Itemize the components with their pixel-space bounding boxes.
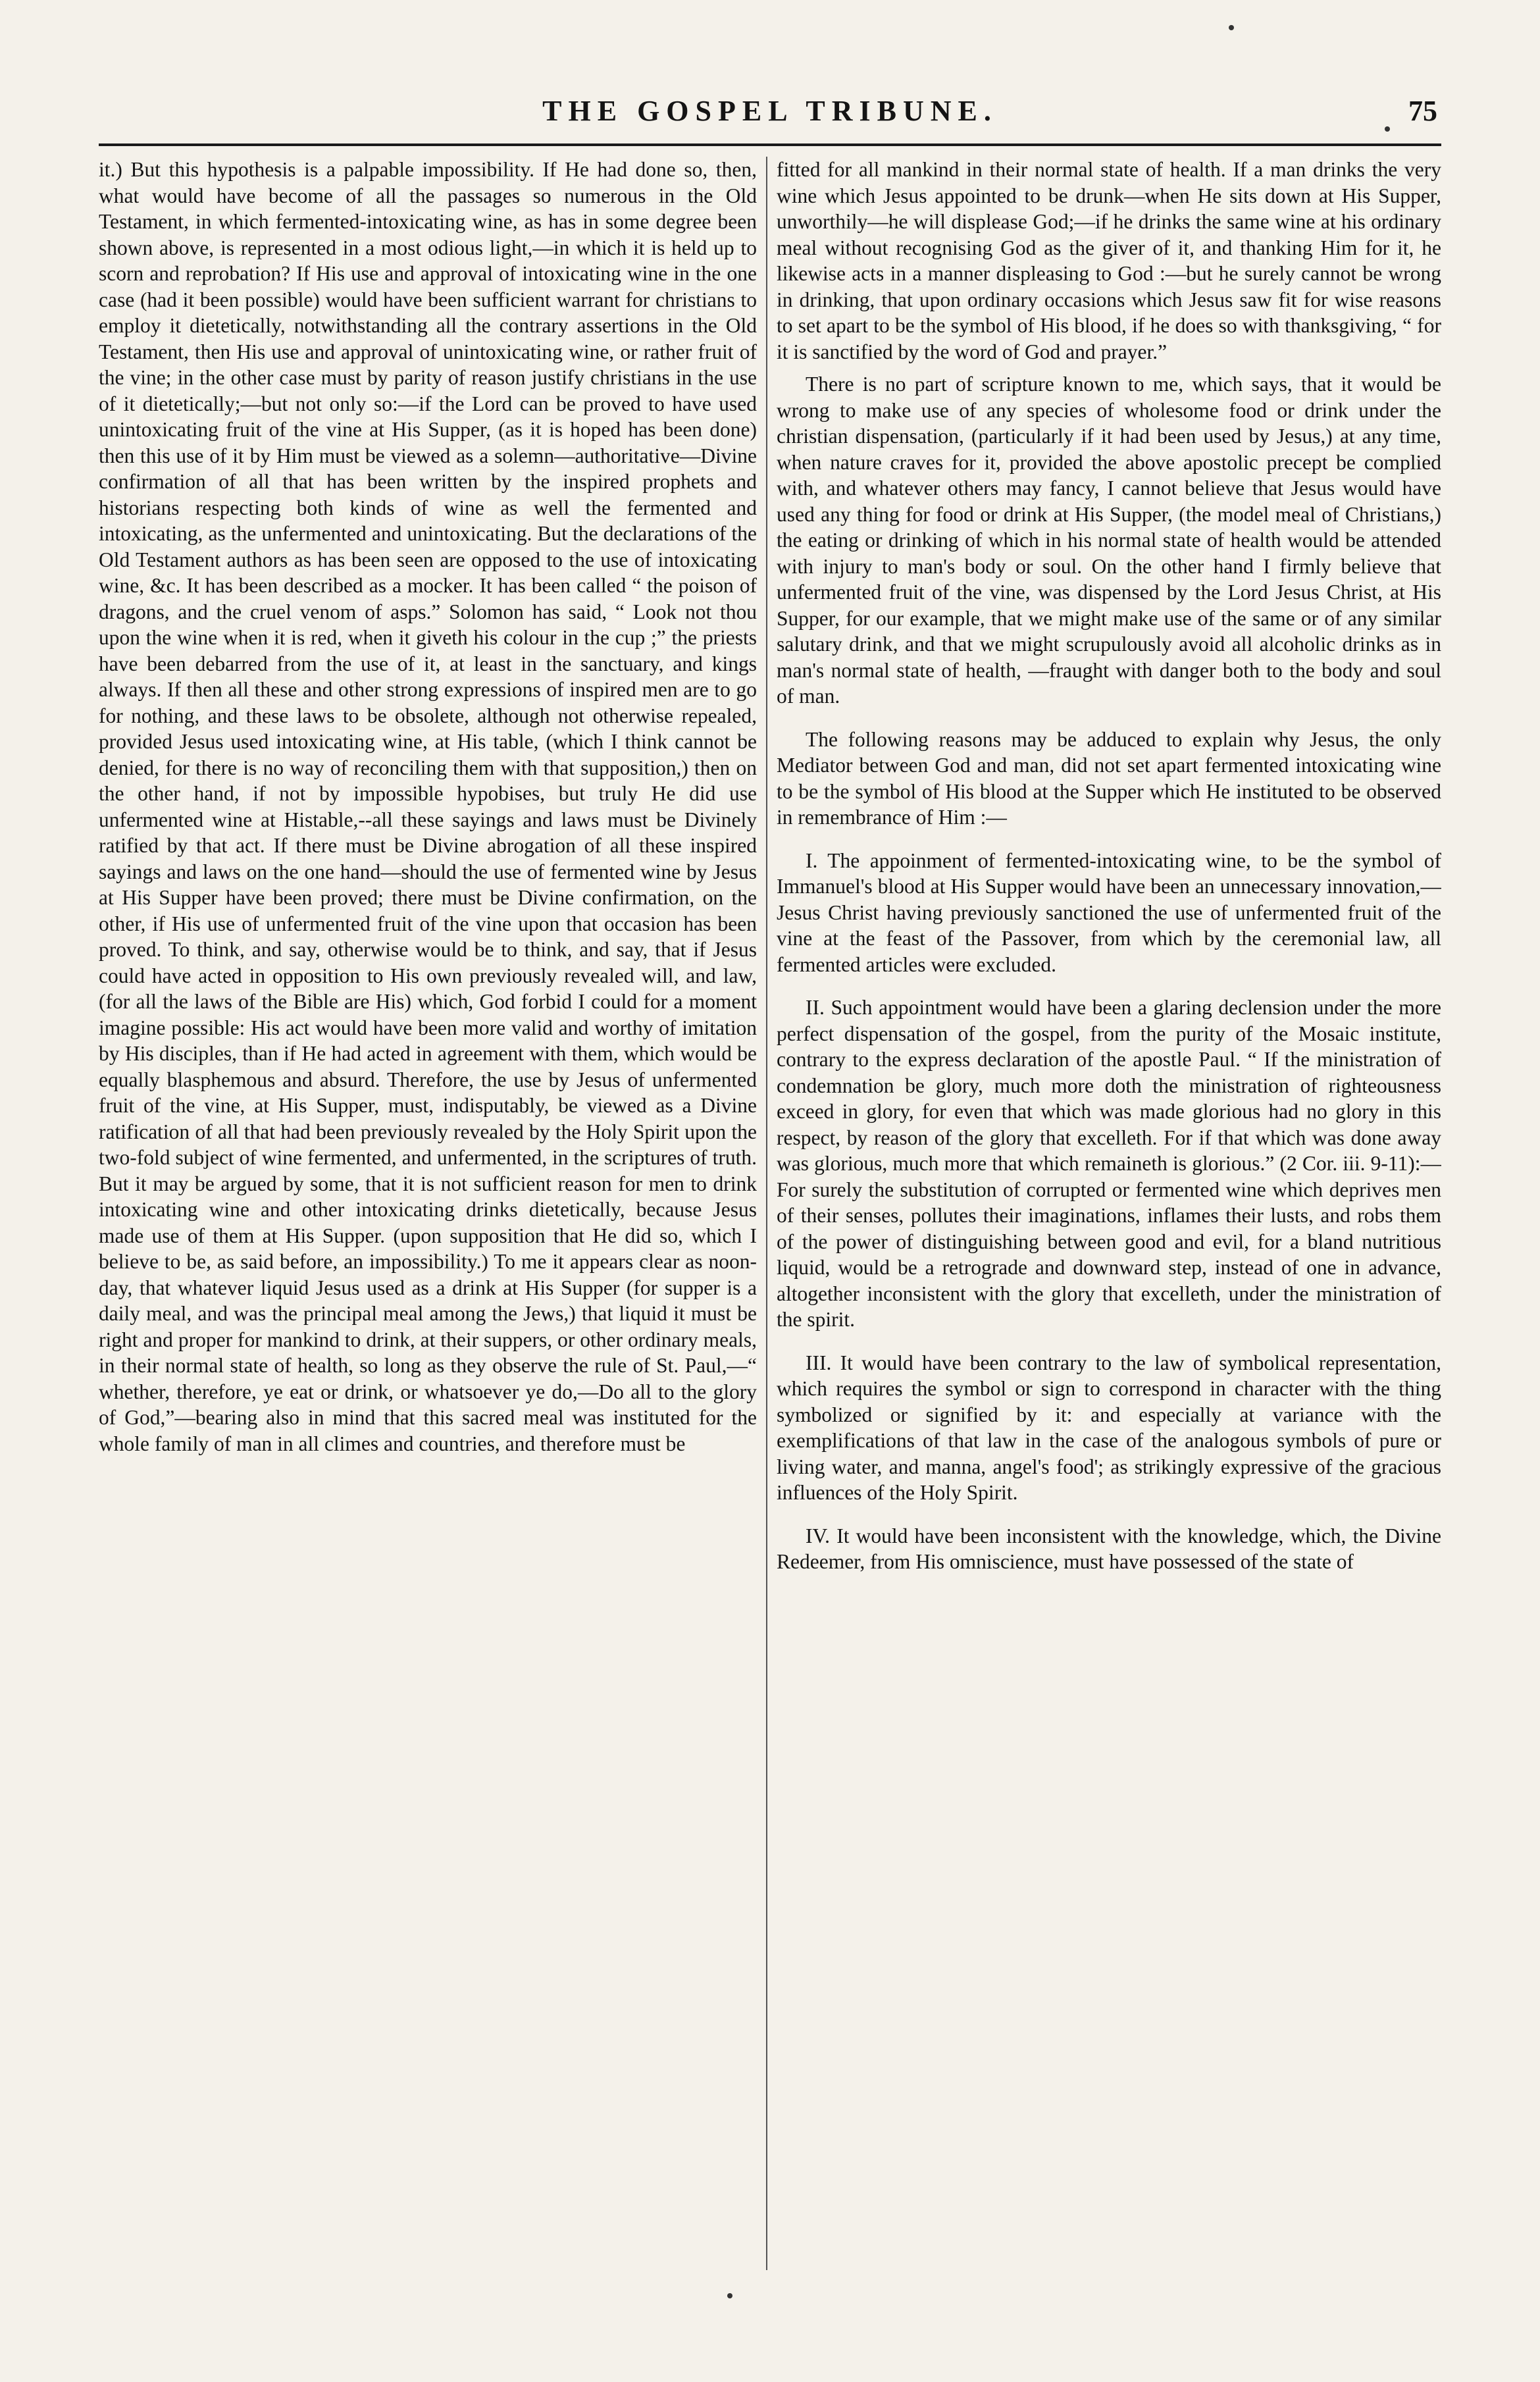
right-paragraph-1: fitted for all mankind in their normal state of health. If a man drinks the very wine which Jesus appointed to be drunk—when He sits down at His Supper, unworthily—he will displease God;—if he drinks the same wine at his ordinary meal without recognising God as the giver of it, and thanking Him for it, he likewise acts in a manner displeasing to God :—but he surely cannot be wrong in drinking, that upon ordinary occasions which Jesus saw fit for wise reasons to set apart to be the symbol of His blood, if he does so with thanksgiving, “ for it is sanctified by the word of God and prayer.” bbox=[777, 158, 1441, 363]
right-paragraph-3: The following reasons may be adduced to explain why Jesus, the only Mediator between God and man, did not set apart fermented intoxicating wine to be the symbol of His blood at the Supper which He instituted to be observed in remembrance of Him :— bbox=[777, 727, 1441, 829]
print-speck bbox=[1229, 25, 1234, 30]
left-paragraph-1: it.) But this hypothesis is a palpable impossibility. If He had done so, then, what would have become of all the passages so numerous in the Old Testament, in which fermented-intoxicating wine, as has in some degree been shown above, is represented in a most odious light,—in which it is held up to scorn and reprobation? If His use and approval of intoxicating wine in the one case (had it been possible) would have been sufficient warrant for christians to employ it dietetically, notwithstanding all the contrary assertions in the Old Testament, then His use and approval of unintoxicating wine, or rather fruit of the vine; in the other case must by parity of reason justify christians in the use of it dietetically;—but not only so:—if the Lord can be proved to have used unintoxicating fruit of the vine at His Supper, (as it is hoped has been done) then this use of it by Him must be viewed as a solemn—authoritative—Divine confirmation of all that has been written by the inspired prophets and historians respecting both kinds of wine as well the fermented and intoxicating, as the unfermented and unintoxicating. But the declarations of the Old Testament authors as has been seen are opposed to the use of intoxicating wine, &c. It has been described as a mocker. It has been called “ the poison of dragons, and the cruel venom of asps.” Solomon has said, “ Look not thou upon the wine when it is red, when it giveth his colour in the cup ;” the priests have been debarred from the use of it, at least in the sanctuary, and kings always. If then all these and other strong expressions of inspired men are to go for nothing, and these laws to be obsolete, although not otherwise repealed, provided Jesus used intoxicating wine, at His table, (which I think cannot be denied, for there is no way of reconciling them with that supposition,) then on the other hand, if not by impossible hypobises, but truly He did use unfermented wine at Histable,--all these sayings and laws must be Divinely ratified by that act. If there must be Divine abrogation of all these inspired sayings and laws on the one hand—should the use of fermented wine by Jesus at His Supper have been proved; there must be Divine confirmation, on the other, if His use of unfermented fruit of the vine upon that occasion has been proved. To think, and say, otherwise would be to think, and say, that if Jesus could have acted in opposition to His own previously revealed will, and law, (for all the laws of the Bible are His) which, God forbid I could for a moment imagine possible: His act would have been more valid and worthy of imitation by His disciples, than if He had acted in agreement with them, which would be equally blasphemous and absurd. Therefore, the use by Jesus of unfermented fruit of the vine, at His Supper, must, indisputably, be viewed as a Divine ratification of all that had been previously revealed by the Holy Spirit upon the two-fold subject of wine fermented, and unfermented, in the scriptures of truth. But it may be argued by some, that it is not sufficient reason for men to drink intoxicating wine and other intoxicating drinks dietetically, because Jesus made use of them at His Supper. (upon supposition that He did so, which I believe to be, as said before, an impossibility.) To me it appears clear as noon-day, that whatever liquid Jesus used as a drink at His Supper (for supper is a daily meal, and was the principal meal among the Jews,) that liquid it must be right and proper for mankind to drink, at their suppers, or other ordinary meals, in their normal state of health, so long as they observe the rule of St. Paul,—“ whether, therefore, ye eat or drink, or whatsoever ye do,—Do all to the glory of God,”—bearing also in mind that this sacred meal was instituted for the whole family of man in all climes and countries, and therefore must be bbox=[99, 158, 757, 1455]
right-paragraph-2: There is no part of scripture known to me, which says, that it would be wrong to make use of any species of wholesome food or drink under the christian dispensation, (particularly if it had been used by Jesus,) at any time, when nature craves for it, provided the above apostolic precept be complied with, and whatever others may fancy, I cannot believe that Jesus would have used any thing for food or drink at His Supper, (the model meal of Christians,) the eating or drinking of which in his normal state of health would be attended with injury to man's body or soul. On the other hand I firmly believe that unfermented fruit of the vine, was dispensed by the Lord Jesus Christ, at His Supper, for our example, that we might make use of the same or of any similar salutary drink, and that we might scrupulously avoid all alcoholic drinks as in man's normal state of health, —fraught with danger both to the body and soul of man. bbox=[777, 373, 1441, 708]
right-paragraph-4: I. The appoinment of fermented-intoxicating wine, to be the symbol of Immanuel's blood at His Supper would have been an unnecessary innovation,—Jesus Christ having previously sanctioned the use of unfermented fruit of the vine at the feast of the Passover, from which by the ceremonial law, all fermented articles were excluded. bbox=[777, 848, 1441, 976]
print-speck bbox=[727, 2293, 732, 2298]
page-number: 75 bbox=[1408, 95, 1437, 127]
right-paragraph-5: II. Such appointment would have been a glaring declension under the more perfect dispensation of the gospel, from the purity of the Mosaic institute, contrary to the express declaration of the apostle Paul. “ If the ministration of condemnation be glory, much more doth the ministration of righteousness exceed in glory, for even that which was made glorious had no glory in this respect, by reason of the glory that excelleth. For if that which was done away was glorious, much more that which remaineth is glorious.” (2 Cor. iii. 9-11):—For surely the substitution of corrupted or fermented wine which deprives men of their senses, pollutes their imaginations, inflames their lusts, and robs them of the power of distinguishing between good and evil, for a bland nutritious liquid, would be a retrograde and downward step, instead of one in advance, altogether inconsistent with the glory that excelleth, under the ministration of the spirit. bbox=[777, 996, 1441, 1331]
print-speck bbox=[1385, 126, 1390, 132]
header-rule bbox=[99, 143, 1441, 146]
right-paragraph-7: IV. It would have been inconsistent with the knowledge, which, the Divine Redeemer, from His omniscience, must have possessed of the state of bbox=[777, 1524, 1441, 1573]
left-column bbox=[99, 157, 757, 2277]
running-title: THE GOSPEL TRIBUNE. bbox=[542, 95, 998, 127]
right-paragraph-6: III. It would have been contrary to the law of symbolical representation, which requires the symbol or sign to correspond in character with the thing symbolized or signified by it: and especially at variance with the exemplifications of that law in the case of the analogous symbols of pure or living water, and manna, angel's food'; as strikingly expressive of the gracious influences of the Holy Spirit. bbox=[777, 1351, 1441, 1504]
right-column bbox=[777, 157, 1441, 2277]
column-divider bbox=[766, 157, 767, 2270]
page-header bbox=[99, 82, 1441, 142]
